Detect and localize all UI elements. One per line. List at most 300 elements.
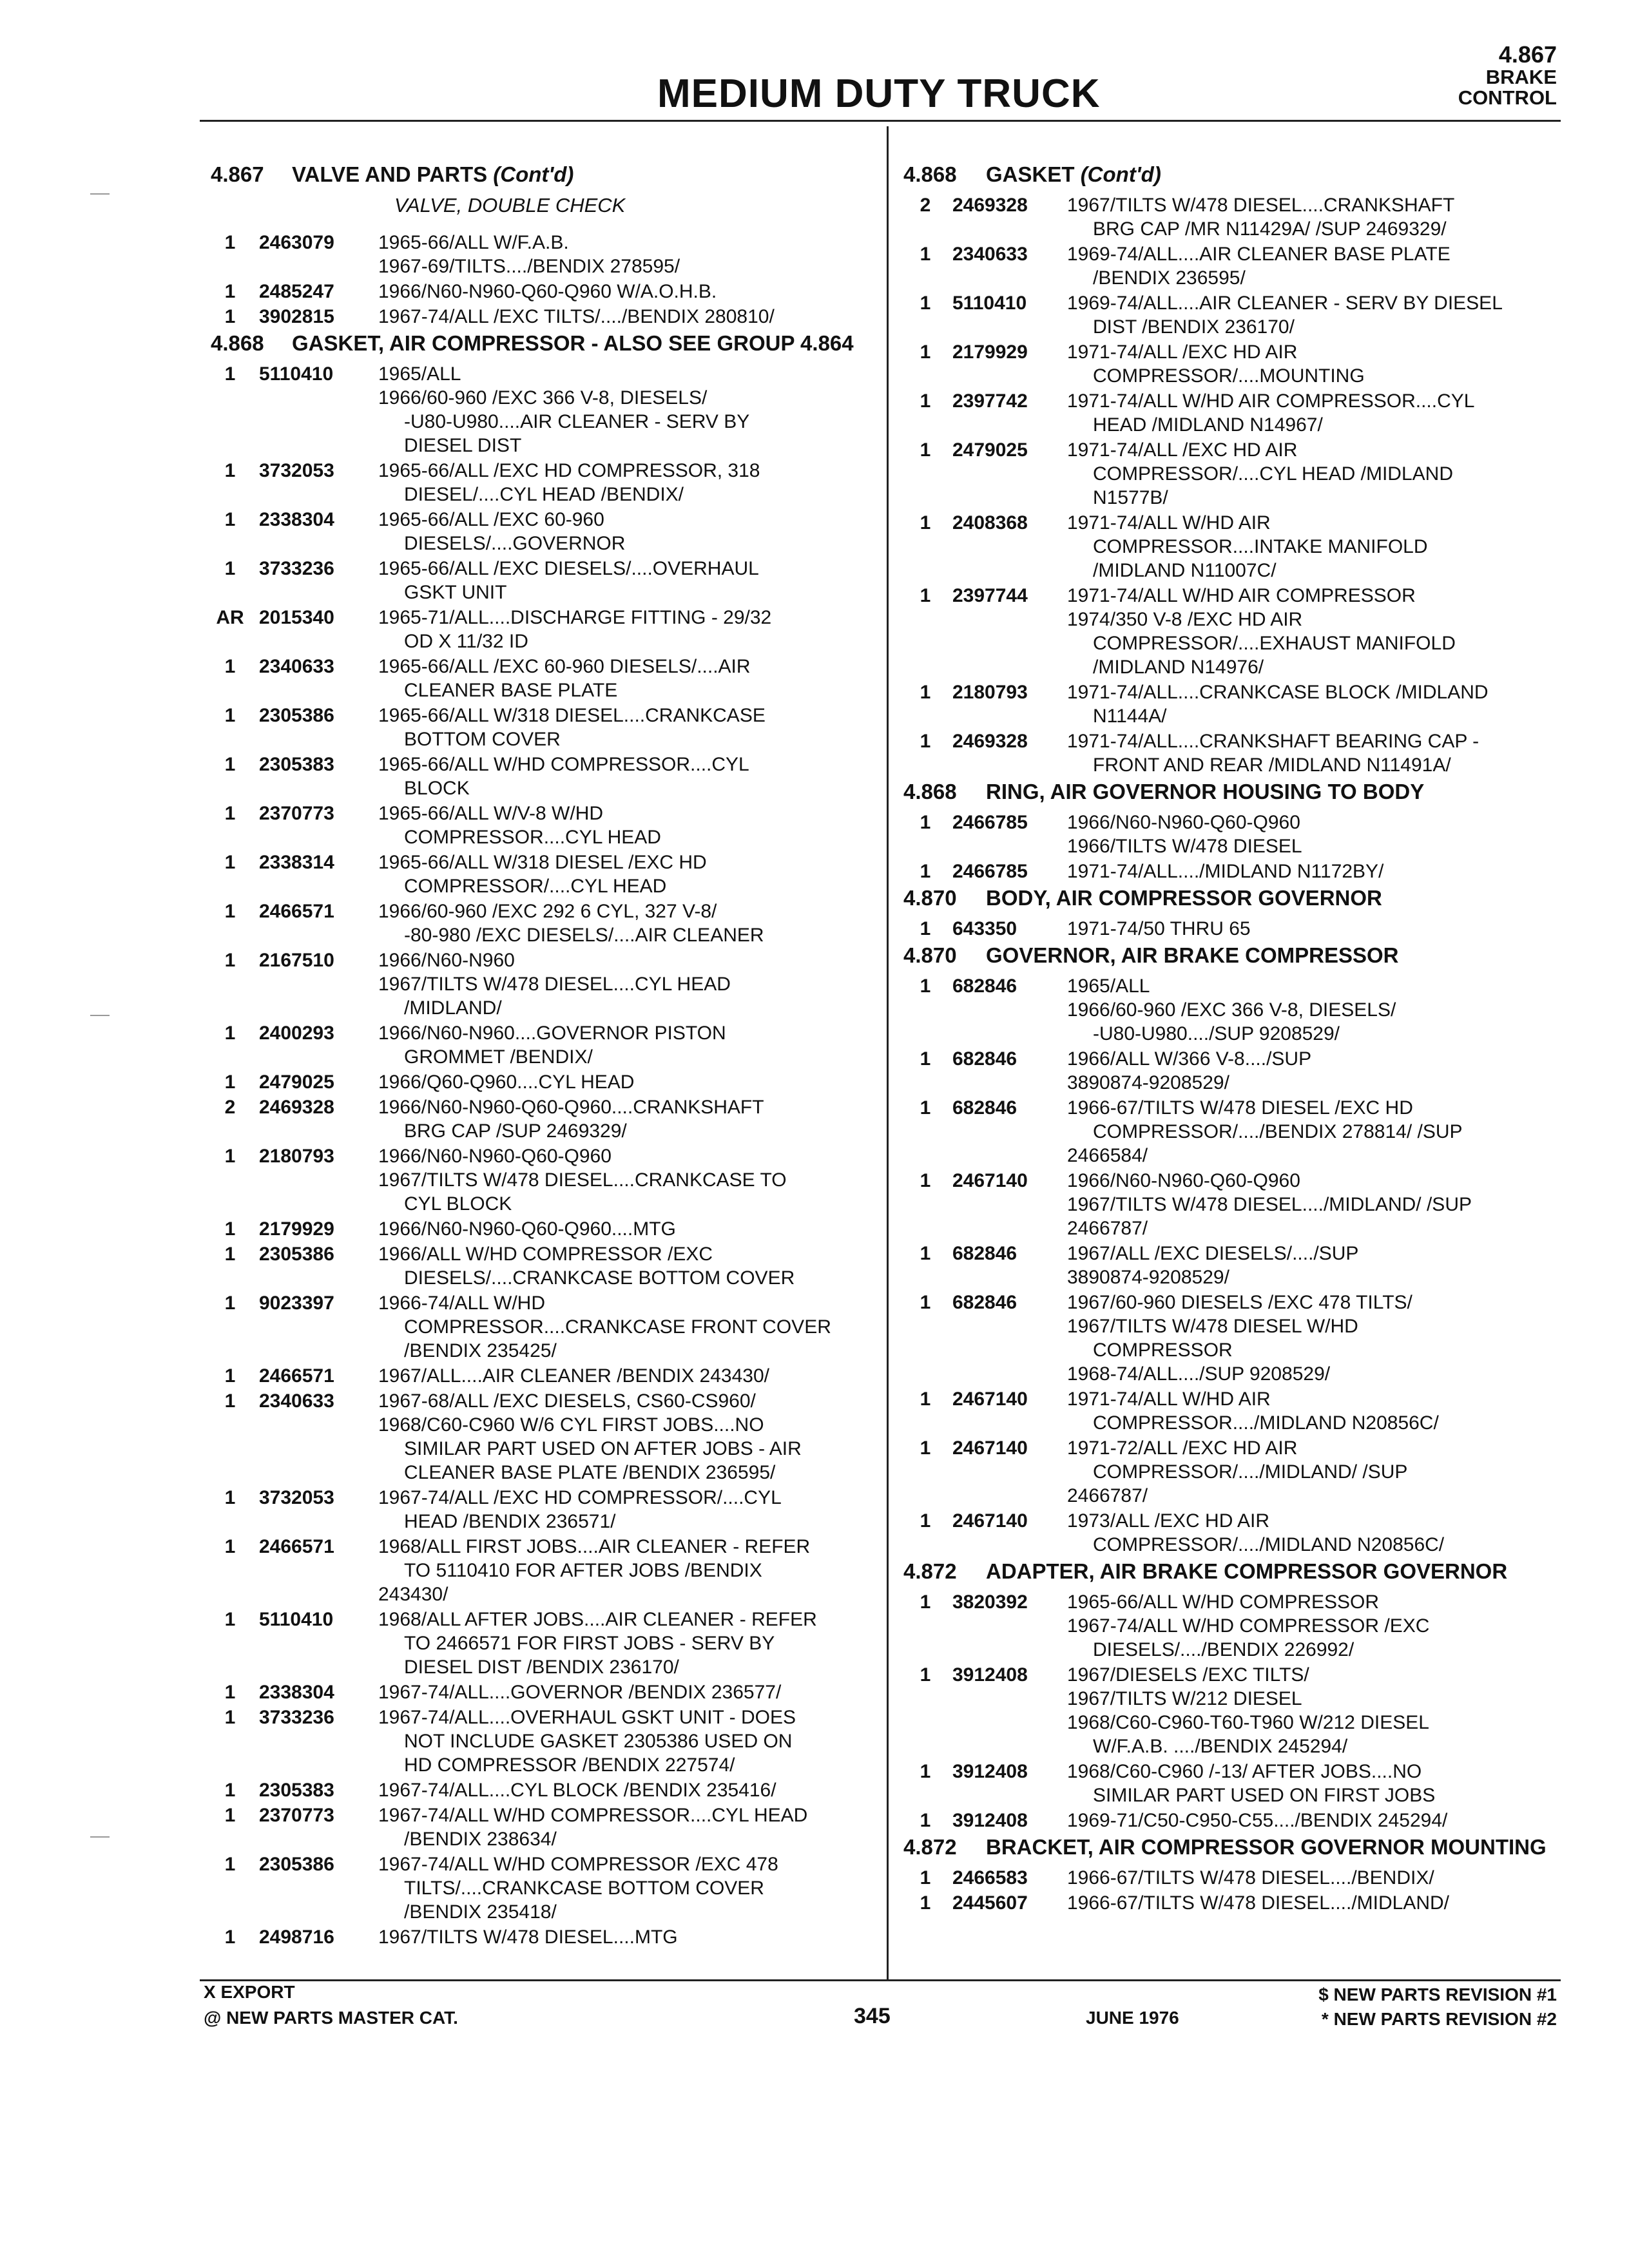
part-description bbox=[1067, 389, 1561, 437]
part-entry bbox=[211, 1364, 874, 1388]
part-number: 2479025 bbox=[259, 1072, 334, 1093]
section-code: 4.870 bbox=[903, 886, 957, 910]
part-quantity: 1 bbox=[224, 1390, 236, 1412]
part-description bbox=[378, 362, 874, 457]
description-line: 1971-74/ALL....CRANKSHAFT BEARING CAP - bbox=[1067, 731, 1480, 752]
description-line: 1966/N60-N960-Q60-Q960 W/A.O.H.B. bbox=[378, 281, 717, 302]
description-line: 1967-74/ALL....OVERHAUL GSKT UNIT - DOES bbox=[378, 1707, 796, 1728]
scan-mark bbox=[90, 193, 110, 195]
part-number: 643350 bbox=[952, 918, 1017, 939]
section-code: 4.870 bbox=[903, 943, 957, 967]
part-quantity: 1 bbox=[920, 731, 931, 752]
part-entry bbox=[211, 1706, 874, 1777]
part-quantity: 1 bbox=[920, 439, 931, 461]
part-entry bbox=[903, 1509, 1561, 1557]
part-entry bbox=[903, 1047, 1561, 1095]
description-line: 1971-74/ALL /EXC HD AIR bbox=[1067, 439, 1298, 461]
description-line: COMPRESSOR/..../BENDIX 278814/ /SUP bbox=[1093, 1121, 1463, 1142]
part-number: 2179929 bbox=[259, 1218, 334, 1240]
description-line: 1965-66/ALL W/V-8 W/HD bbox=[378, 803, 604, 824]
part-entry bbox=[211, 557, 874, 604]
description-line: 1967-74/ALL /EXC TILTS/..../BENDIX 280810/ bbox=[378, 306, 775, 327]
description-line: DIESEL DIST bbox=[404, 435, 522, 456]
part-quantity: 2 bbox=[224, 1097, 236, 1118]
description-line: 1966/N60-N960-Q60-Q960....CRANKSHAFT bbox=[378, 1097, 764, 1118]
part-quantity: 1 bbox=[224, 901, 236, 922]
part-number: 2167510 bbox=[259, 950, 334, 971]
part-quantity: 1 bbox=[920, 1867, 931, 1888]
description-line: 1969-71/C50-C950-C55..../BENDIX 245294/ bbox=[1067, 1810, 1448, 1831]
description-line: 1971-74/ALL W/HD AIR bbox=[1067, 1389, 1271, 1410]
part-number: 2180793 bbox=[952, 682, 1028, 703]
part-entry bbox=[211, 1144, 874, 1216]
scan-mark bbox=[90, 1836, 110, 1838]
continued-label: (Cont'd) bbox=[1080, 162, 1161, 186]
part-entry bbox=[211, 753, 874, 800]
part-number: 2179929 bbox=[952, 341, 1028, 363]
part-description bbox=[1067, 1436, 1561, 1508]
section-code: 4.867 bbox=[211, 162, 264, 186]
description-line: 1966/Q60-Q960....CYL HEAD bbox=[378, 1072, 635, 1093]
header-divider bbox=[200, 120, 1561, 122]
part-quantity: 1 bbox=[224, 281, 236, 302]
part-entry bbox=[903, 860, 1561, 883]
description-line: 1969-74/ALL....AIR CLEANER BASE PLATE bbox=[1067, 244, 1451, 265]
description-line: 1966/60-960 /EXC 366 V-8, DIESELS/ bbox=[378, 387, 708, 408]
description-line: 3890874-9208529/ bbox=[1067, 1072, 1229, 1093]
part-entry bbox=[903, 1242, 1561, 1289]
section-heading bbox=[211, 162, 874, 187]
part-quantity: 1 bbox=[920, 1437, 931, 1459]
part-entry bbox=[211, 1291, 874, 1363]
part-description bbox=[1067, 1096, 1561, 1168]
section-heading-label: GASKET, AIR COMPRESSOR - ALSO SEE GROUP 4.864 bbox=[292, 331, 854, 355]
part-number: 3912408 bbox=[952, 1761, 1028, 1782]
description-line: 3890874-9208529/ bbox=[1067, 1267, 1229, 1288]
description-line: 1968/C60-C960 /-13/ AFTER JOBS....NO bbox=[1067, 1761, 1422, 1782]
part-number: 2338304 bbox=[259, 509, 334, 530]
description-line: NOT INCLUDE GASKET 2305386 USED ON bbox=[404, 1731, 793, 1752]
part-number: 5110410 bbox=[259, 363, 334, 385]
part-number: 2340633 bbox=[259, 1390, 334, 1412]
section-code: 4.872 bbox=[903, 1559, 957, 1583]
description-line: /BENDIX 236595/ bbox=[1093, 267, 1246, 289]
section-heading bbox=[903, 943, 1561, 968]
description-line: 1966/ALL W/HD COMPRESSOR /EXC bbox=[378, 1244, 713, 1265]
part-entry bbox=[211, 1608, 874, 1679]
part-quantity: 1 bbox=[920, 1048, 931, 1070]
section-number: 4.867 bbox=[1498, 41, 1557, 68]
part-description bbox=[1067, 860, 1561, 883]
description-line: -U80-U980..../SUP 9208529/ bbox=[1093, 1023, 1340, 1044]
part-number: 2305386 bbox=[259, 1244, 334, 1265]
section-code: 4.868 bbox=[211, 331, 264, 355]
part-entry bbox=[211, 1242, 874, 1290]
part-description bbox=[378, 1925, 874, 1949]
part-number: 682846 bbox=[952, 1292, 1017, 1313]
part-description bbox=[378, 1486, 874, 1533]
description-line: 1966/ALL W/366 V-8..../SUP bbox=[1067, 1048, 1312, 1070]
part-entry bbox=[903, 1809, 1561, 1832]
part-entry bbox=[211, 606, 874, 653]
part-number: 3733236 bbox=[259, 1707, 334, 1728]
section-code: 4.872 bbox=[903, 1835, 957, 1859]
part-description bbox=[378, 459, 874, 506]
part-description bbox=[378, 557, 874, 604]
part-quantity: 1 bbox=[224, 1927, 236, 1948]
description-line: 1965-66/ALL W/318 DIESEL /EXC HD bbox=[378, 852, 707, 873]
part-quantity: 1 bbox=[224, 1536, 236, 1557]
part-description bbox=[378, 899, 874, 947]
part-quantity: 1 bbox=[224, 852, 236, 873]
description-line: 1968-74/ALL..../SUP 9208529/ bbox=[1067, 1363, 1331, 1385]
description-line: COMPRESSOR/....EXHAUST MANIFOLD bbox=[1093, 633, 1456, 654]
part-quantity: 1 bbox=[224, 1365, 236, 1387]
section-code: 4.868 bbox=[903, 162, 957, 186]
part-number: 2466571 bbox=[259, 1365, 334, 1387]
section-heading bbox=[903, 162, 1561, 187]
section-heading-label: GOVERNOR, AIR BRAKE COMPRESSOR bbox=[986, 943, 1399, 967]
part-description bbox=[1067, 193, 1561, 241]
description-line: 1967/TILTS W/478 DIESEL....MTG bbox=[378, 1927, 678, 1948]
part-quantity: 1 bbox=[920, 585, 931, 606]
description-line: 1967/60-960 DIESELS /EXC 478 TILTS/ bbox=[1067, 1292, 1412, 1313]
continued-label: (Cont'd) bbox=[493, 162, 574, 186]
part-description bbox=[378, 1535, 874, 1606]
section-heading-text bbox=[292, 331, 874, 356]
part-number: 2397744 bbox=[952, 585, 1028, 606]
part-quantity: 1 bbox=[920, 1292, 931, 1313]
description-line: COMPRESSOR..../MIDLAND N20856C/ bbox=[1093, 1412, 1439, 1434]
section-name-line1: BRAKE bbox=[1485, 65, 1557, 88]
part-entry bbox=[211, 231, 874, 278]
description-line: DIESEL/....CYL HEAD /BENDIX/ bbox=[404, 484, 684, 505]
description-line: COMPRESSOR/....CYL HEAD bbox=[404, 876, 667, 897]
description-line: 1973/ALL /EXC HD AIR bbox=[1067, 1510, 1270, 1532]
part-description bbox=[1067, 1169, 1561, 1240]
part-quantity: 1 bbox=[224, 1293, 236, 1314]
part-quantity: 1 bbox=[224, 363, 236, 385]
part-entry bbox=[903, 1663, 1561, 1758]
part-description bbox=[378, 1095, 874, 1143]
section-heading-text bbox=[986, 780, 1561, 804]
footer-divider bbox=[200, 1979, 1561, 1981]
description-line: 1974/350 V-8 /EXC HD AIR bbox=[1067, 609, 1303, 630]
description-line: 1965-66/ALL /EXC 60-960 bbox=[378, 509, 604, 530]
description-line: 1966/60-960 /EXC 292 6 CYL, 327 V-8/ bbox=[378, 901, 717, 922]
revision-note-1: $ NEW PARTS REVISION #1 bbox=[1318, 1984, 1557, 2004]
part-entry bbox=[903, 1436, 1561, 1508]
description-line: /MIDLAND N14976/ bbox=[1093, 657, 1264, 678]
description-line: 2466787/ bbox=[1067, 1218, 1148, 1239]
part-entry bbox=[903, 1291, 1561, 1386]
part-quantity: 1 bbox=[224, 1609, 236, 1630]
description-line: 1966/N60-N960-Q60-Q960 bbox=[1067, 812, 1300, 833]
part-entry bbox=[903, 1169, 1561, 1240]
part-entry bbox=[211, 1070, 874, 1094]
description-line: TO 5110410 FOR AFTER JOBS /BENDIX bbox=[404, 1560, 762, 1581]
section-heading-label: VALVE AND PARTS bbox=[292, 162, 488, 186]
part-entry bbox=[211, 1217, 874, 1241]
part-entry bbox=[903, 389, 1561, 437]
part-quantity: 2 bbox=[920, 195, 931, 216]
part-quantity: 1 bbox=[920, 1591, 931, 1613]
description-line: 1966-67/TILTS W/478 DIESEL /EXC HD bbox=[1067, 1097, 1413, 1119]
description-line: SIMILAR PART USED ON FIRST JOBS bbox=[1093, 1785, 1436, 1806]
part-entry bbox=[211, 850, 874, 898]
part-entry bbox=[903, 729, 1561, 777]
scan-mark bbox=[90, 1015, 110, 1016]
part-quantity: 1 bbox=[224, 306, 236, 327]
part-quantity: 1 bbox=[224, 1146, 236, 1167]
part-entry bbox=[211, 280, 874, 303]
part-number: 2467140 bbox=[952, 1510, 1028, 1532]
part-quantity: 1 bbox=[920, 682, 931, 703]
section-heading-text bbox=[292, 162, 874, 187]
description-line: 1967/TILTS W/212 DIESEL bbox=[1067, 1688, 1302, 1709]
part-number: 2466785 bbox=[952, 812, 1028, 833]
description-line: DIESELS/....CRANKCASE BOTTOM COVER bbox=[404, 1267, 795, 1289]
part-entry bbox=[211, 1486, 874, 1533]
part-description bbox=[1067, 1387, 1561, 1435]
left-column bbox=[211, 160, 874, 1950]
part-number: 2466785 bbox=[952, 861, 1028, 882]
part-description bbox=[378, 1803, 874, 1851]
description-line: CLEANER BASE PLATE /BENDIX 236595/ bbox=[404, 1462, 776, 1483]
part-number: 682846 bbox=[952, 1243, 1017, 1264]
part-description bbox=[378, 1364, 874, 1388]
part-description bbox=[378, 1680, 874, 1704]
description-line: CLEANER BASE PLATE bbox=[404, 680, 618, 701]
part-number: 2305383 bbox=[259, 1780, 334, 1801]
part-entry bbox=[903, 917, 1561, 941]
part-description bbox=[1067, 584, 1561, 679]
part-number: 2305383 bbox=[259, 754, 334, 775]
part-entry bbox=[211, 655, 874, 702]
part-number: 2467140 bbox=[952, 1389, 1028, 1410]
part-description bbox=[1067, 1809, 1561, 1832]
part-number: 2445607 bbox=[952, 1892, 1028, 1914]
description-line: 1965-66/ALL W/318 DIESEL....CRANKCASE bbox=[378, 705, 766, 726]
description-line: 1967/ALL....AIR CLEANER /BENDIX 243430/ bbox=[378, 1365, 769, 1387]
part-number: 2466571 bbox=[259, 1536, 334, 1557]
part-entry bbox=[903, 974, 1561, 1046]
description-line: 1966/N60-N960-Q60-Q960 bbox=[378, 1146, 612, 1167]
part-description bbox=[378, 753, 874, 800]
part-description bbox=[378, 1144, 874, 1216]
part-entry bbox=[903, 1866, 1561, 1890]
section-name-line2: CONTROL bbox=[1458, 86, 1557, 110]
description-line: COMPRESSOR bbox=[1093, 1340, 1233, 1361]
page-number: 345 bbox=[854, 2004, 891, 2028]
description-line: 1971-74/ALL /EXC HD AIR bbox=[1067, 341, 1298, 363]
section-heading-text bbox=[986, 943, 1561, 968]
part-quantity: 1 bbox=[920, 293, 931, 314]
description-line: /BENDIX 238634/ bbox=[404, 1829, 557, 1850]
part-description bbox=[378, 1852, 874, 1924]
part-number: 2469328 bbox=[952, 195, 1028, 216]
part-entry bbox=[211, 1389, 874, 1485]
description-line: 1967-74/ALL W/HD COMPRESSOR....CYL HEAD bbox=[378, 1805, 808, 1826]
part-quantity: 1 bbox=[920, 512, 931, 533]
part-description bbox=[378, 1778, 874, 1802]
part-entry bbox=[903, 511, 1561, 582]
part-quantity: 1 bbox=[224, 1805, 236, 1826]
part-quantity: 1 bbox=[224, 754, 236, 775]
part-quantity: 1 bbox=[224, 656, 236, 677]
part-number: 2469328 bbox=[952, 731, 1028, 752]
part-description bbox=[1067, 811, 1561, 858]
part-number: 2466583 bbox=[952, 1867, 1028, 1888]
description-line: BLOCK bbox=[404, 778, 470, 799]
part-quantity: 1 bbox=[224, 1780, 236, 1801]
description-line: HEAD /MIDLAND N14967/ bbox=[1093, 414, 1323, 436]
description-line: /MIDLAND N11007C/ bbox=[1093, 560, 1277, 581]
part-quantity: 1 bbox=[920, 812, 931, 833]
part-quantity: 1 bbox=[224, 1682, 236, 1703]
description-line: 1968/ALL AFTER JOBS....AIR CLEANER - REFER bbox=[378, 1609, 817, 1630]
description-line: 1967/ALL /EXC DIESELS/..../SUP bbox=[1067, 1243, 1359, 1264]
part-quantity: 1 bbox=[920, 244, 931, 265]
description-line: 1968/C60-C960 W/6 CYL FIRST JOBS....NO bbox=[378, 1414, 764, 1436]
description-line: -U80-U980....AIR CLEANER - SERV BY bbox=[404, 411, 750, 432]
part-entry bbox=[211, 459, 874, 506]
part-quantity: 1 bbox=[224, 1244, 236, 1265]
description-line: 1966/N60-N960....GOVERNOR PISTON bbox=[378, 1023, 726, 1044]
part-quantity: 1 bbox=[224, 509, 236, 530]
part-description bbox=[378, 850, 874, 898]
description-line: W/F.A.B. ..../BENDIX 245294/ bbox=[1093, 1736, 1348, 1757]
part-number: 2370773 bbox=[259, 803, 334, 824]
section-heading bbox=[903, 886, 1561, 910]
description-line: 1966-67/TILTS W/478 DIESEL..../BENDIX/ bbox=[1067, 1867, 1434, 1888]
part-entry bbox=[211, 1803, 874, 1851]
part-description bbox=[378, 1217, 874, 1241]
part-description bbox=[378, 704, 874, 751]
part-description bbox=[378, 802, 874, 849]
part-entry bbox=[903, 680, 1561, 728]
part-quantity: 1 bbox=[920, 1170, 931, 1191]
description-line: 1965-66/ALL W/HD COMPRESSOR bbox=[1067, 1591, 1380, 1613]
description-line: 1971-74/ALL....CRANKCASE BLOCK /MIDLAND bbox=[1067, 682, 1489, 703]
description-line: 1967-69/TILTS..../BENDIX 278595/ bbox=[378, 256, 680, 277]
description-line: COMPRESSOR....INTAKE MANIFOLD bbox=[1093, 536, 1428, 557]
description-line: GROMMET /BENDIX/ bbox=[404, 1046, 593, 1068]
part-quantity: 1 bbox=[224, 1707, 236, 1728]
description-line: HD COMPRESSOR /BENDIX 227574/ bbox=[404, 1754, 735, 1776]
description-line: 1971-72/ALL /EXC HD AIR bbox=[1067, 1437, 1298, 1459]
section-heading-label: BODY, AIR COMPRESSOR GOVERNOR bbox=[986, 886, 1382, 910]
description-line: OD X 11/32 ID bbox=[404, 631, 528, 652]
part-entry bbox=[211, 802, 874, 849]
part-quantity: 1 bbox=[920, 341, 931, 363]
part-quantity: 1 bbox=[920, 1892, 931, 1914]
section-heading bbox=[211, 331, 874, 356]
part-description bbox=[1067, 438, 1561, 510]
part-quantity: 1 bbox=[224, 558, 236, 579]
part-quantity: 1 bbox=[224, 232, 236, 253]
part-description bbox=[378, 1608, 874, 1679]
description-line: BRG CAP /MR N11429A/ /SUP 2469329/ bbox=[1093, 218, 1447, 240]
description-line: 1968/C60-C960-T60-T960 W/212 DIESEL bbox=[1067, 1712, 1429, 1733]
part-description bbox=[1067, 1509, 1561, 1557]
part-description bbox=[378, 1291, 874, 1363]
description-line: 1967/TILTS W/478 DIESEL....CRANKCASE TO bbox=[378, 1169, 787, 1191]
part-entry bbox=[903, 242, 1561, 290]
part-entry bbox=[903, 1760, 1561, 1807]
description-line: 1965-66/ALL /EXC HD COMPRESSOR, 318 bbox=[378, 460, 760, 481]
part-quantity: 1 bbox=[920, 918, 931, 939]
description-line: 2466584/ bbox=[1067, 1145, 1148, 1166]
part-number: 3732053 bbox=[259, 460, 334, 481]
description-line: 1971-74/ALL W/HD AIR COMPRESSOR bbox=[1067, 585, 1416, 606]
part-entry bbox=[211, 1925, 874, 1949]
section-heading-label: ADAPTER, AIR BRAKE COMPRESSOR GOVERNOR bbox=[986, 1559, 1508, 1583]
description-line: 1968/ALL FIRST JOBS....AIR CLEANER - REFER bbox=[378, 1536, 811, 1557]
part-description bbox=[1067, 680, 1561, 728]
part-number: 2340633 bbox=[952, 244, 1028, 265]
part-number: 2015340 bbox=[259, 607, 334, 628]
description-line: 1965-71/ALL....DISCHARGE FITTING - 29/32 bbox=[378, 607, 772, 628]
description-line: 1965/ALL bbox=[378, 363, 461, 385]
description-line: DIESELS/....GOVERNOR bbox=[404, 533, 626, 554]
description-line: 1971-74/50 THRU 65 bbox=[1067, 918, 1251, 939]
part-description bbox=[378, 1242, 874, 1290]
part-quantity: 1 bbox=[920, 1097, 931, 1119]
description-line: TO 2466571 FOR FIRST JOBS - SERV BY bbox=[404, 1633, 775, 1654]
page-title: MEDIUM DUTY TRUCK bbox=[657, 72, 1101, 116]
part-number: 3733236 bbox=[259, 558, 334, 579]
part-entry bbox=[211, 508, 874, 555]
description-line: 1971-74/ALL W/HD AIR bbox=[1067, 512, 1271, 533]
description-line: 1967-68/ALL /EXC DIESELS, CS60-CS960/ bbox=[378, 1390, 756, 1412]
section-heading bbox=[903, 780, 1561, 804]
part-entry bbox=[903, 1891, 1561, 1915]
part-quantity: 1 bbox=[920, 1389, 931, 1410]
part-description bbox=[1067, 1590, 1561, 1662]
section-heading bbox=[903, 1559, 1561, 1584]
part-number: 2467140 bbox=[952, 1437, 1028, 1459]
part-entry bbox=[211, 704, 874, 751]
description-line: 1966/N60-N960-Q60-Q960....MTG bbox=[378, 1218, 676, 1240]
publication-date: JUNE 1976 bbox=[1086, 2008, 1179, 2028]
description-line: /BENDIX 235418/ bbox=[404, 1901, 557, 1923]
part-description bbox=[1067, 974, 1561, 1046]
description-line: COMPRESSOR/....CYL HEAD /MIDLAND bbox=[1093, 463, 1453, 485]
section-header bbox=[1364, 43, 1557, 109]
part-quantity: 1 bbox=[224, 1023, 236, 1044]
description-line: 243430/ bbox=[378, 1584, 448, 1605]
part-number: 3912408 bbox=[952, 1810, 1028, 1831]
part-description bbox=[378, 1070, 874, 1094]
part-number: 2305386 bbox=[259, 705, 334, 726]
part-entry bbox=[903, 584, 1561, 679]
description-line: /MIDLAND/ bbox=[404, 997, 502, 1019]
part-description bbox=[1067, 1891, 1561, 1915]
description-line: FRONT AND REAR /MIDLAND N11491A/ bbox=[1093, 754, 1451, 776]
description-line: 1966-74/ALL W/HD bbox=[378, 1293, 546, 1314]
part-entry bbox=[903, 1096, 1561, 1168]
description-line: 1965-66/ALL /EXC 60-960 DIESELS/....AIR bbox=[378, 656, 751, 677]
description-line: /BENDIX 235425/ bbox=[404, 1340, 557, 1361]
part-entry bbox=[211, 1680, 874, 1704]
description-line: 1966/N60-N960 bbox=[378, 950, 515, 971]
part-entry bbox=[903, 1387, 1561, 1435]
part-quantity: 1 bbox=[224, 460, 236, 481]
part-quantity: 1 bbox=[224, 1218, 236, 1240]
part-description bbox=[378, 606, 874, 653]
part-number: 2485247 bbox=[259, 281, 334, 302]
